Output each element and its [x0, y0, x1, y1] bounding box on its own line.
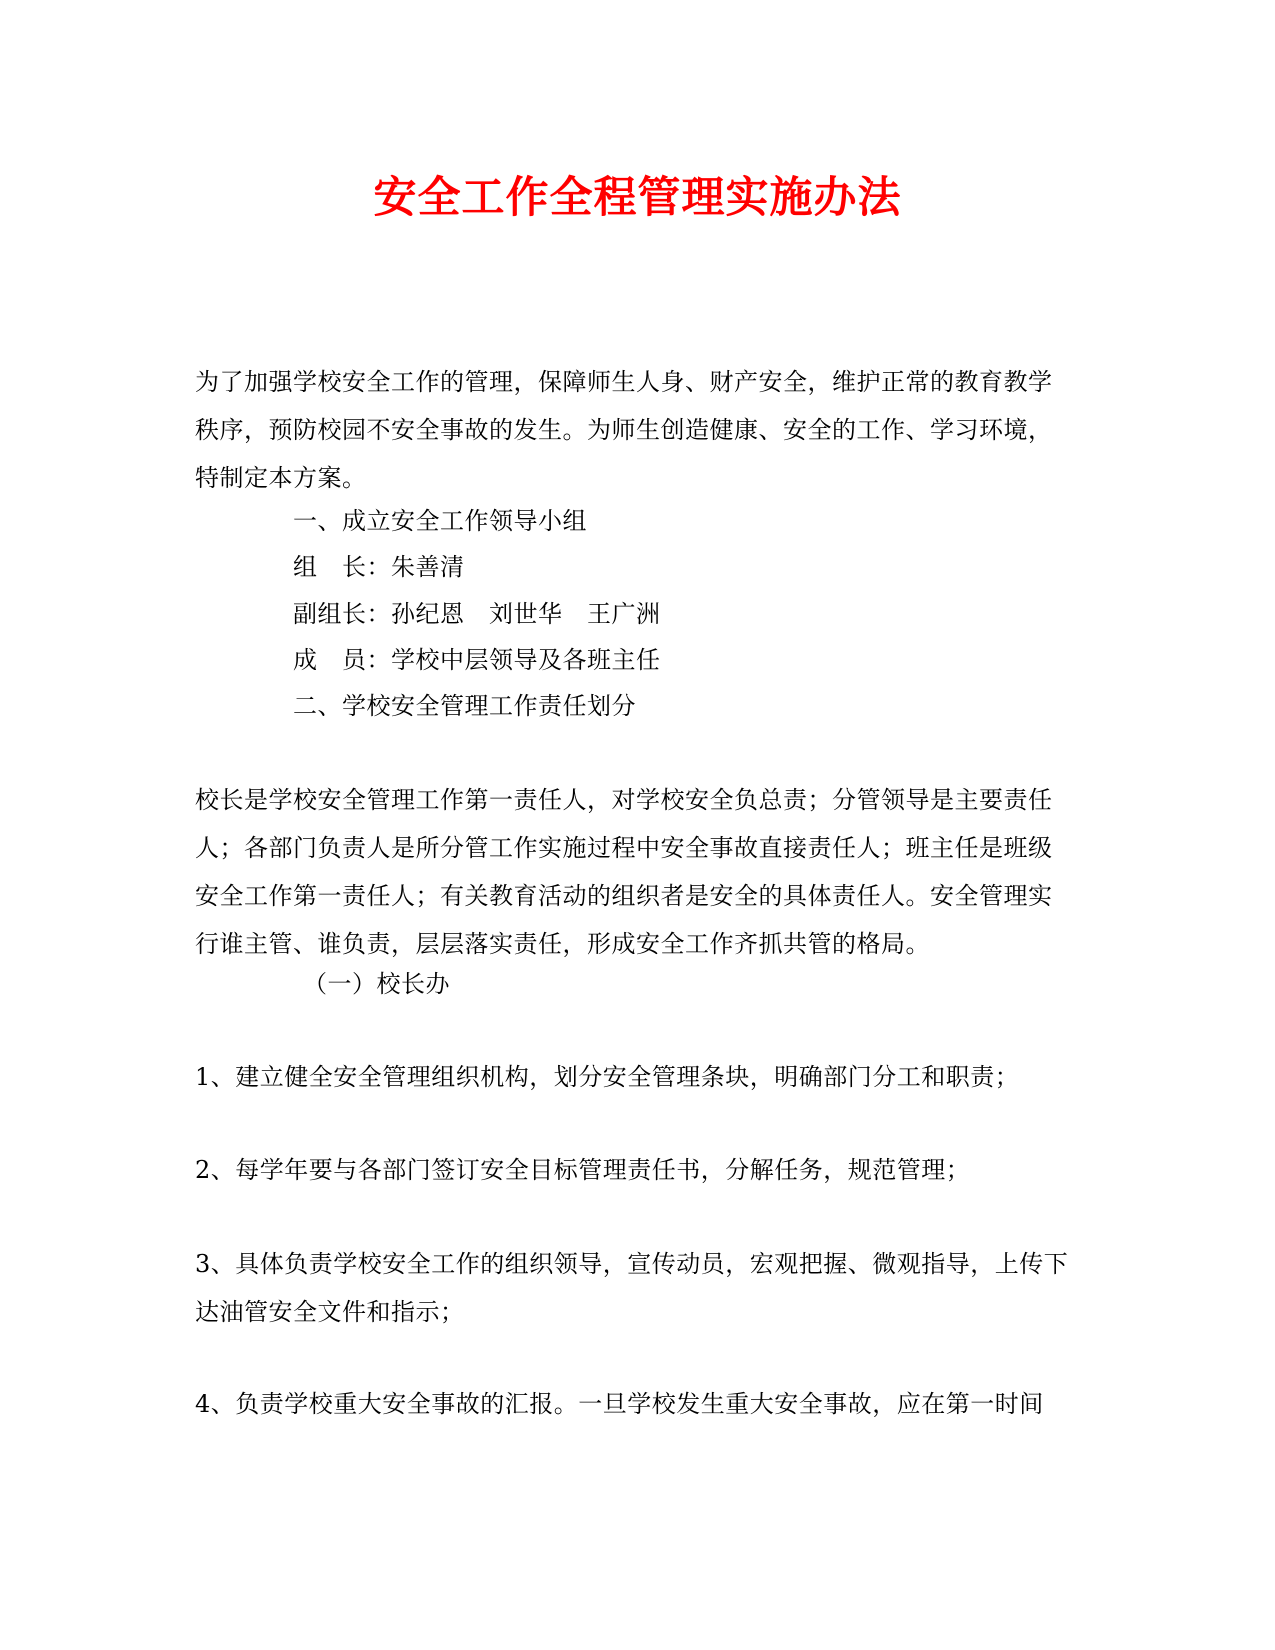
subsection-1-heading: （一）校长办 [303, 970, 450, 998]
list-item: 2、每学年要与各部门签订安全目标管理责任书，分解任务，规范管理； [195, 1156, 971, 1184]
section-2-heading: 二、学校安全管理工作责任划分 [293, 692, 636, 720]
list-item: 1、建立健全安全管理组织机构，划分安全管理条块，明确部门分工和职责； [195, 1063, 1020, 1091]
document-title: 安全工作全程管理实施办法 [373, 173, 902, 223]
leader-line: 组 长：朱善清 [293, 553, 465, 581]
section-1-heading: 一、成立安全工作领导小组 [293, 507, 587, 535]
intro-paragraph: 为了加强学校安全工作的管理，保障师生人身、财产安全，维护正常的教育教学秩序，预防校园不安全事故的发生。为师生创造健康、安全的工作、学习环境，特制定本方案。 [195, 368, 1053, 492]
deputy-leaders-line: 副组长：孙纪恩 刘世华 王广洲 [293, 600, 661, 628]
list-item: 4、负责学校重大安全事故的汇报。一旦学校发生重大安全事故，应在第一时间 [195, 1390, 1044, 1418]
list-item: 3、具体负责学校安全工作的组织领导，宣传动员，宏观把握、微观指导，上传下达油管安全文件和指示； [195, 1250, 1069, 1326]
responsibility-paragraph: 校长是学校安全管理工作第一责任人，对学校安全负总责；分管领导是主要责任人；各部门负责人是所分管工作实施过程中安全事故直接责任人；班主任是班级安全工作第一责任人；有关教育活动的组织者是安全的具体责任人。安全管理实行谁主管、谁负责，层层落实责任，形成安全工作齐抓共管的格局。 [195, 786, 1053, 958]
members-line: 成 员：学校中层领导及各班主任 [293, 646, 661, 674]
